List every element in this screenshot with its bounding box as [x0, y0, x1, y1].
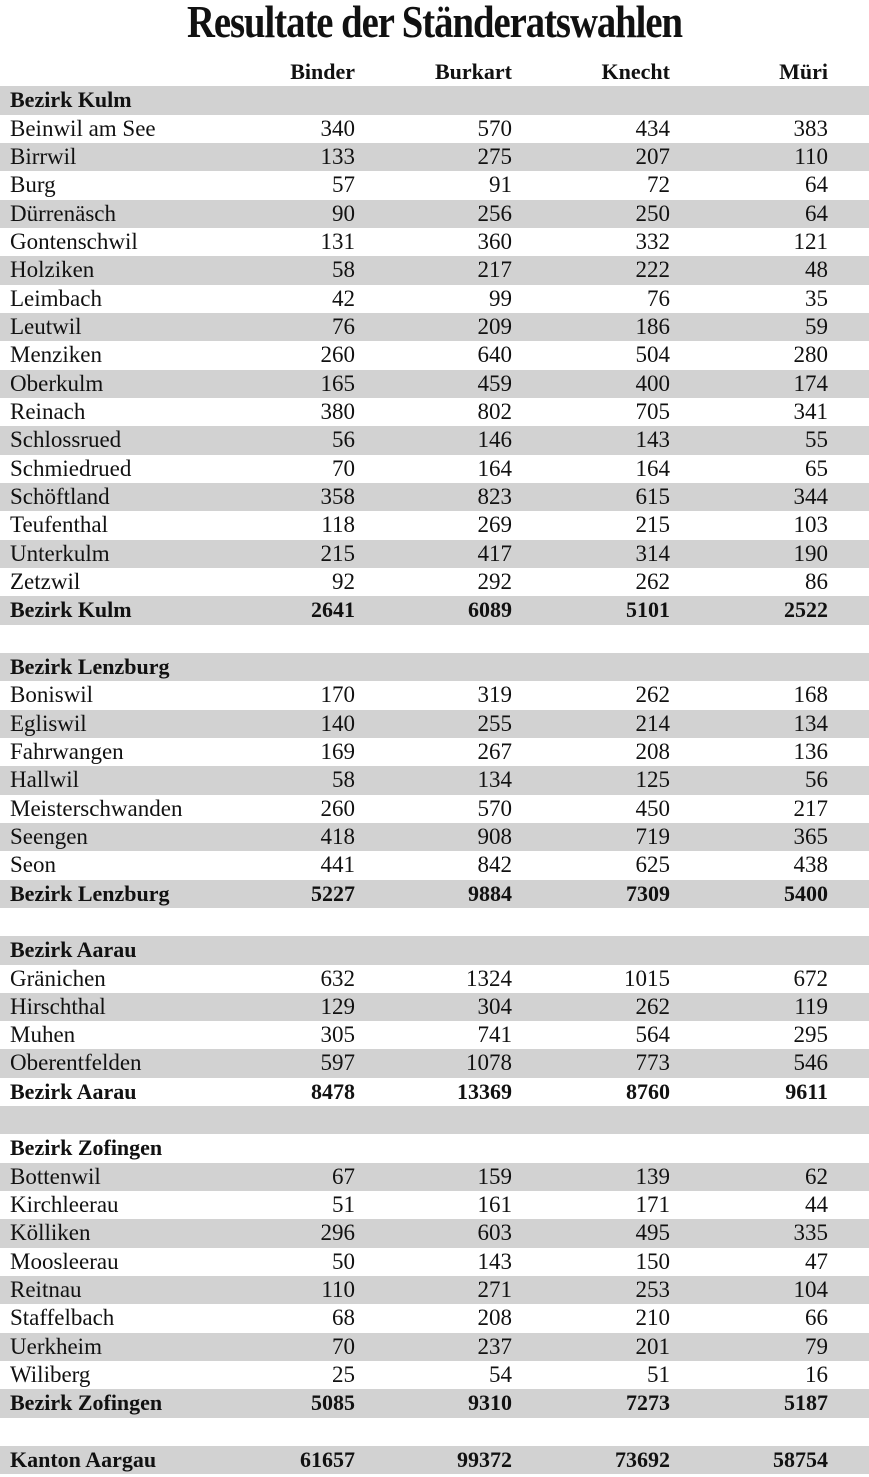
vote-count-cell: 9611: [785, 1078, 828, 1104]
table-row: [0, 1276, 869, 1304]
table-row: [0, 455, 869, 483]
vote-count-cell: 5101: [626, 597, 670, 623]
vote-count-cell: 823: [477, 483, 512, 509]
vote-count-cell: 603: [477, 1220, 512, 1246]
row-label: Bezirk Zofingen: [10, 1135, 163, 1161]
vote-count-cell: 99372: [457, 1447, 512, 1473]
vote-count-cell: 133: [320, 143, 355, 169]
municipality-name: Leutwil: [10, 313, 82, 339]
vote-count-cell: 773: [635, 1050, 670, 1076]
vote-count-cell: 319: [477, 682, 512, 708]
vote-count-cell: 170: [320, 682, 355, 708]
vote-count-cell: 92: [332, 568, 355, 594]
vote-count-cell: 908: [477, 823, 512, 849]
district-total-row: [0, 1389, 869, 1417]
municipality-name: Schlossrued: [10, 427, 122, 453]
vote-count-cell: 459: [477, 370, 512, 396]
vote-count-cell: 215: [635, 512, 670, 538]
vote-count-cell: 250: [635, 200, 670, 226]
vote-count-cell: 143: [477, 1248, 512, 1274]
vote-count-cell: 64: [805, 200, 828, 226]
vote-count-cell: 146: [477, 427, 512, 453]
vote-count-cell: 9884: [468, 880, 512, 906]
vote-count-cell: 380: [320, 398, 355, 424]
vote-count-cell: 271: [477, 1277, 512, 1303]
table-row: [0, 1191, 869, 1219]
municipality-name: Schöftland: [10, 483, 110, 509]
vote-count-cell: 55: [805, 427, 828, 453]
vote-count-cell: 129: [320, 993, 355, 1019]
vote-count-cell: 190: [793, 540, 828, 566]
vote-count-cell: 86: [805, 568, 828, 594]
vote-count-cell: 262: [635, 993, 670, 1019]
vote-count-cell: 139: [635, 1163, 670, 1189]
vote-count-cell: 56: [332, 427, 355, 453]
table-row: [0, 171, 869, 199]
municipality-name: Teufenthal: [10, 512, 109, 538]
vote-count-cell: 13369: [457, 1078, 512, 1104]
row-label: Bezirk Lenzburg: [10, 653, 170, 679]
vote-count-cell: 161: [477, 1192, 512, 1218]
vote-count-cell: 842: [477, 852, 512, 878]
district-header-row: [0, 1134, 869, 1162]
table-row: [0, 256, 869, 284]
municipality-name: Burg: [10, 172, 56, 198]
vote-count-cell: 615: [635, 483, 670, 509]
vote-count-cell: 103: [793, 512, 828, 538]
vote-count-cell: 58: [332, 257, 355, 283]
municipality-name: Gränichen: [10, 965, 106, 991]
vote-count-cell: 150: [635, 1248, 670, 1274]
vote-count-cell: 344: [793, 483, 828, 509]
municipality-name: Fahrwangen: [10, 738, 124, 764]
spacer-row: [0, 1418, 869, 1446]
table-row: [0, 568, 869, 596]
table-row: [0, 1163, 869, 1191]
vote-count-cell: 217: [477, 257, 512, 283]
vote-count-cell: 418: [320, 823, 355, 849]
vote-count-cell: 119: [794, 993, 828, 1019]
vote-count-cell: 335: [793, 1220, 828, 1246]
column-header-burkart: Burkart: [435, 59, 512, 84]
table-row: [0, 313, 869, 341]
vote-count-cell: 332: [635, 228, 670, 254]
table-row: [0, 710, 869, 738]
vote-count-cell: 222: [635, 257, 670, 283]
table-row: [0, 228, 869, 256]
vote-count-cell: 136: [793, 738, 828, 764]
vote-count-cell: 570: [477, 115, 512, 141]
table-body: [0, 86, 869, 1474]
vote-count-cell: 280: [793, 342, 828, 368]
vote-count-cell: 165: [320, 370, 355, 396]
vote-count-cell: 632: [320, 965, 355, 991]
table-row: [0, 851, 869, 879]
vote-count-cell: 214: [635, 710, 670, 736]
vote-count-cell: 64: [805, 172, 828, 198]
spacer-row: [0, 625, 869, 653]
table-row: [0, 200, 869, 228]
table-row: [0, 341, 869, 369]
municipality-name: Muhen: [10, 1022, 76, 1048]
table-row: [0, 426, 869, 454]
table-row: [0, 681, 869, 709]
municipality-name: Oberkulm: [10, 370, 104, 396]
vote-count-cell: 625: [635, 852, 670, 878]
vote-count-cell: 417: [477, 540, 512, 566]
municipality-name: Bottenwil: [10, 1163, 101, 1189]
vote-count-cell: 253: [635, 1277, 670, 1303]
vote-count-cell: 340: [320, 115, 355, 141]
column-header-mueri: Müri: [779, 59, 828, 84]
vote-count-cell: 54: [489, 1362, 512, 1388]
municipality-name: Boniswil: [10, 682, 94, 708]
vote-count-cell: 262: [635, 682, 670, 708]
vote-count-cell: 7273: [626, 1390, 670, 1416]
spacer-row: [0, 908, 869, 936]
vote-count-cell: 434: [635, 115, 670, 141]
municipality-name: Seon: [10, 852, 56, 878]
municipality-name: Birrwil: [10, 143, 77, 169]
vote-count-cell: 358: [320, 483, 355, 509]
vote-count-cell: 25: [332, 1362, 355, 1388]
table-row: [0, 398, 869, 426]
column-header-binder: Binder: [290, 59, 355, 84]
vote-count-cell: 719: [635, 823, 670, 849]
table-row: [0, 370, 869, 398]
vote-count-cell: 5227: [311, 880, 355, 906]
vote-count-cell: 44: [805, 1192, 828, 1218]
vote-count-cell: 134: [477, 767, 512, 793]
vote-count-cell: 168: [793, 682, 828, 708]
municipality-name: Leimbach: [10, 285, 102, 311]
vote-count-cell: 131: [320, 228, 355, 254]
vote-count-cell: 91: [489, 172, 512, 198]
vote-count-cell: 597: [320, 1050, 355, 1076]
municipality-name: Beinwil am See: [10, 115, 156, 141]
municipality-name: Schmiedrued: [10, 455, 132, 481]
municipality-name: Kirchleerau: [10, 1192, 119, 1218]
vote-count-cell: 341: [793, 398, 828, 424]
vote-count-cell: 61657: [300, 1447, 355, 1473]
vote-count-cell: 140: [320, 710, 355, 736]
district-header-row: [0, 653, 869, 681]
vote-count-cell: 6089: [468, 597, 512, 623]
vote-count-cell: 8760: [626, 1078, 670, 1104]
vote-count-cell: 2641: [311, 597, 355, 623]
vote-count-cell: 201: [635, 1333, 670, 1359]
vote-count-cell: 76: [332, 313, 355, 339]
column-header-row: [0, 58, 869, 86]
vote-count-cell: 260: [320, 795, 355, 821]
vote-count-cell: 441: [320, 852, 355, 878]
vote-count-cell: 59: [805, 313, 828, 339]
vote-count-cell: 672: [793, 965, 828, 991]
vote-count-cell: 237: [477, 1333, 512, 1359]
municipality-name: Reitnau: [10, 1277, 82, 1303]
vote-count-cell: 67: [332, 1163, 355, 1189]
vote-count-cell: 208: [635, 738, 670, 764]
municipality-name: Egliswil: [10, 710, 87, 736]
vote-count-cell: 215: [320, 540, 355, 566]
vote-count-cell: 16: [805, 1362, 828, 1388]
municipality-name: Uerkheim: [10, 1333, 102, 1359]
vote-count-cell: 58754: [773, 1447, 828, 1473]
table-row: [0, 1248, 869, 1276]
vote-count-cell: 217: [793, 795, 828, 821]
table-row: [0, 766, 869, 794]
municipality-name: Unterkulm: [10, 540, 110, 566]
table-row: [0, 483, 869, 511]
vote-count-cell: 62: [805, 1163, 828, 1189]
table-row: [0, 1361, 869, 1389]
vote-count-cell: 79: [805, 1333, 828, 1359]
vote-count-cell: 438: [793, 852, 828, 878]
vote-count-cell: 159: [477, 1163, 512, 1189]
vote-count-cell: 262: [635, 568, 670, 594]
table-row: [0, 115, 869, 143]
vote-count-cell: 546: [793, 1050, 828, 1076]
municipality-name: Zetzwil: [10, 568, 81, 594]
table-row: [0, 285, 869, 313]
vote-count-cell: 5187: [784, 1390, 828, 1416]
vote-count-cell: 400: [635, 370, 670, 396]
page-title: Resultate der Ständeratswahlen: [186, 0, 683, 47]
row-label: Bezirk Aarau: [10, 937, 137, 963]
vote-count-cell: 7309: [626, 880, 670, 906]
municipality-name: Gontenschwil: [10, 228, 138, 254]
table-row: [0, 540, 869, 568]
vote-count-cell: 260: [320, 342, 355, 368]
vote-count-cell: 174: [793, 370, 828, 396]
district-total-row: [0, 1078, 869, 1106]
municipality-name: Holziken: [10, 257, 95, 283]
municipality-name: Hallwil: [10, 767, 79, 793]
vote-count-cell: 118: [321, 512, 355, 538]
municipality-name: Menziken: [10, 342, 102, 368]
vote-count-cell: 705: [635, 398, 670, 424]
vote-count-cell: 70: [332, 455, 355, 481]
vote-count-cell: 383: [793, 115, 828, 141]
table-row: [0, 795, 869, 823]
municipality-name: Meisterschwanden: [10, 795, 183, 821]
row-label: Bezirk Aarau: [10, 1078, 137, 1104]
row-label: Bezirk Zofingen: [10, 1390, 163, 1416]
table-row: [0, 1304, 869, 1332]
vote-count-cell: 564: [635, 1022, 670, 1048]
table-row: [0, 1219, 869, 1247]
vote-count-cell: 365: [793, 823, 828, 849]
table-row: [0, 823, 869, 851]
district-header-row: [0, 936, 869, 964]
vote-count-cell: 125: [635, 767, 670, 793]
vote-count-cell: 56: [805, 767, 828, 793]
vote-count-cell: 121: [793, 228, 828, 254]
vote-count-cell: 66: [805, 1305, 828, 1331]
vote-count-cell: 802: [477, 398, 512, 424]
municipality-name: Dürrenäsch: [10, 200, 117, 226]
vote-count-cell: 292: [477, 568, 512, 594]
municipality-name: Wiliberg: [10, 1362, 91, 1388]
vote-count-cell: 134: [793, 710, 828, 736]
vote-count-cell: 73692: [615, 1447, 670, 1473]
vote-count-cell: 169: [320, 738, 355, 764]
spacer-row: [0, 1106, 869, 1134]
vote-count-cell: 210: [635, 1305, 670, 1331]
vote-count-cell: 305: [320, 1022, 355, 1048]
vote-count-cell: 50: [332, 1248, 355, 1274]
vote-count-cell: 1324: [466, 965, 512, 991]
table-row: [0, 738, 869, 766]
table-row: [0, 511, 869, 539]
vote-count-cell: 267: [477, 738, 512, 764]
vote-count-cell: 104: [793, 1277, 828, 1303]
vote-count-cell: 51: [332, 1192, 355, 1218]
vote-count-cell: 296: [320, 1220, 355, 1246]
row-label: Bezirk Kulm: [10, 87, 132, 113]
table-row: [0, 1049, 869, 1077]
vote-count-cell: 42: [332, 285, 355, 311]
vote-count-cell: 640: [477, 342, 512, 368]
column-header-knecht: Knecht: [601, 59, 670, 84]
vote-count-cell: 209: [477, 313, 512, 339]
vote-count-cell: 164: [635, 455, 670, 481]
vote-count-cell: 99: [489, 285, 512, 311]
vote-count-cell: 8478: [311, 1078, 355, 1104]
vote-count-cell: 35: [805, 285, 828, 311]
vote-count-cell: 164: [477, 455, 512, 481]
municipality-name: Seengen: [10, 823, 88, 849]
row-label: Bezirk Kulm: [10, 597, 132, 623]
vote-count-cell: 72: [647, 172, 670, 198]
vote-count-cell: 90: [332, 200, 355, 226]
district-total-row: [0, 596, 869, 624]
vote-count-cell: 314: [635, 540, 670, 566]
vote-count-cell: 504: [635, 342, 670, 368]
vote-count-cell: 1078: [466, 1050, 512, 1076]
table-row: [0, 993, 869, 1021]
vote-count-cell: 70: [332, 1333, 355, 1359]
vote-count-cell: 360: [477, 228, 512, 254]
vote-count-cell: 110: [794, 143, 828, 169]
vote-count-cell: 2522: [784, 597, 828, 623]
table-row: [0, 143, 869, 171]
vote-count-cell: 5400: [784, 880, 828, 906]
municipality-name: Moosleerau: [10, 1248, 119, 1274]
vote-count-cell: 295: [793, 1022, 828, 1048]
vote-count-cell: 48: [805, 257, 828, 283]
vote-count-cell: 47: [805, 1248, 828, 1274]
row-label: Bezirk Lenzburg: [10, 880, 170, 906]
vote-count-cell: 255: [477, 710, 512, 736]
vote-count-cell: 304: [477, 993, 512, 1019]
vote-count-cell: 65: [805, 455, 828, 481]
table-row: [0, 965, 869, 993]
vote-count-cell: 186: [635, 313, 670, 339]
vote-count-cell: 58: [332, 767, 355, 793]
vote-count-cell: 143: [635, 427, 670, 453]
vote-count-cell: 5085: [311, 1390, 355, 1416]
municipality-name: Oberentfelden: [10, 1050, 142, 1076]
vote-count-cell: 450: [635, 795, 670, 821]
results-table: [0, 58, 869, 1474]
vote-count-cell: 1015: [624, 965, 670, 991]
municipality-name: Reinach: [10, 398, 86, 424]
vote-count-cell: 51: [647, 1362, 670, 1388]
vote-count-cell: 275: [477, 143, 512, 169]
vote-count-cell: 68: [332, 1305, 355, 1331]
municipality-name: Kölliken: [10, 1220, 91, 1246]
vote-count-cell: 171: [635, 1192, 670, 1218]
vote-count-cell: 9310: [468, 1390, 512, 1416]
vote-count-cell: 110: [321, 1277, 355, 1303]
municipality-name: Hirschthal: [10, 993, 106, 1019]
vote-count-cell: 570: [477, 795, 512, 821]
vote-count-cell: 57: [332, 172, 355, 198]
vote-count-cell: 256: [477, 200, 512, 226]
district-header-row: [0, 86, 869, 114]
municipality-name: Staffelbach: [10, 1305, 115, 1331]
table-row: [0, 1333, 869, 1361]
table-row: [0, 1021, 869, 1049]
vote-count-cell: 269: [477, 512, 512, 538]
vote-count-cell: 741: [477, 1022, 512, 1048]
vote-count-cell: 207: [635, 143, 670, 169]
district-total-row: [0, 1446, 869, 1474]
district-total-row: [0, 880, 869, 908]
row-label: Kanton Aargau: [10, 1447, 157, 1473]
vote-count-cell: 208: [477, 1305, 512, 1331]
vote-count-cell: 495: [635, 1220, 670, 1246]
vote-count-cell: 76: [647, 285, 670, 311]
